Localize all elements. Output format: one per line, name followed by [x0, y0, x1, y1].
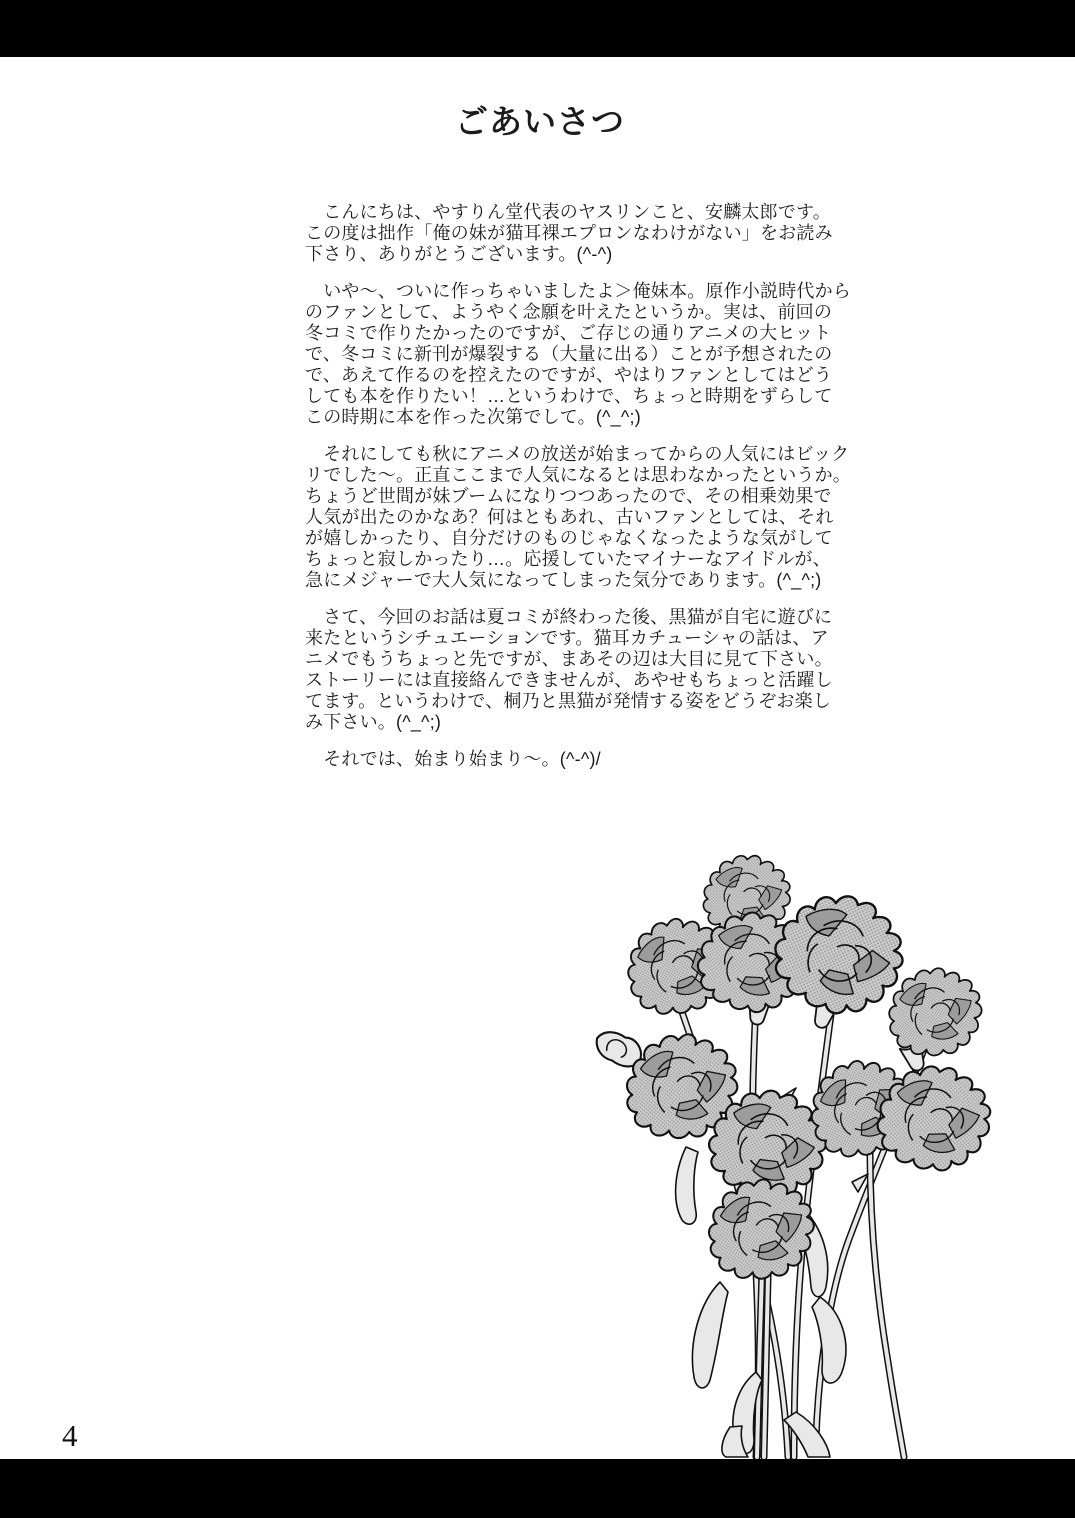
- text-line: この度は拙作「俺の妹が猫耳裸エプロンなわけがない」をお読み: [305, 223, 833, 243]
- text-line: ニメでもうちょっと先ですが、まあその辺は大目に見て下さい。: [305, 649, 833, 669]
- text-line: 来たというシチュエーションです。猫耳カチューシャの話は、ア: [305, 628, 829, 648]
- page-title: ごあいさつ: [455, 103, 625, 140]
- paragraph: [305, 749, 805, 770]
- text-line: こんにちは、やすりん堂代表のヤスリンこと、安麟太郎です。: [305, 202, 831, 222]
- carnation-blooms: [617, 856, 995, 1287]
- paragraph: [305, 607, 833, 733]
- scan-border-bottom: [0, 1459, 1075, 1518]
- page-number: 4: [62, 1418, 78, 1453]
- greeting-text-block: [305, 202, 851, 786]
- scan-border-top: [0, 0, 1075, 57]
- carnation-bouquet-lineart-icon: [570, 852, 1010, 1459]
- text-line: ストーリーには直接絡んできませんが、あやせもちょっと活躍し: [305, 670, 833, 690]
- text-line: で、冬コミに新刊が爆裂する（大量に出る）ことが予想されたの: [305, 344, 833, 364]
- text-line: 冬コミで作りたかったのですが、ご存じの通りアニメの大ヒット: [305, 323, 832, 343]
- text-line: み下さい。(^_^;): [305, 712, 442, 732]
- carnation-illustration: [570, 852, 1010, 1459]
- text-line: それでは、始まり始まり〜。(^-^)/: [305, 749, 601, 769]
- text-line: 下さり、ありがとうございます。(^-^): [305, 244, 613, 264]
- text-line: それにしても秋にアニメの放送が始まってからの人気にはビック: [305, 444, 850, 464]
- text-line: で、あえて作るのを控えたのですが、やはりファンとしてはどう: [305, 365, 833, 385]
- text-line: 急にメジャーで大人気になってしまった気分であります。(^_^;): [305, 570, 822, 590]
- paragraph: [305, 281, 851, 428]
- text-line: この時期に本を作った次第でして。(^_^;): [305, 407, 641, 427]
- text-line: ちょっと寂しかったり…。応援していたマイナーなアイドルが、: [305, 549, 831, 569]
- text-line: ちょうど世間が妹ブームになりつつあったので、その相乗効果で: [305, 486, 832, 506]
- text-line: さて、今回のお話は夏コミが終わった後、黒猫が自宅に遊びに: [305, 607, 833, 627]
- text-line: しても本を作りたい！…というわけで、ちょっと時期をずらして: [305, 386, 833, 406]
- text-line: 人気が出たのかなあ？何はともあれ、古いファンとしては、それ: [305, 507, 834, 527]
- text-line: てます。というわけで、桐乃と黒猫が発情する姿をどうぞお楽し: [305, 691, 831, 711]
- text-line: のファンとして、ようやく念願を叶えたというか。実は、前回の: [305, 302, 833, 322]
- paragraph: [305, 444, 851, 591]
- text-line: が嬉しかったり、自分だけのものじゃなくなったような気がして: [305, 528, 833, 548]
- paragraph: [305, 202, 833, 265]
- text-line: リでした〜。正直ここまで人気になるとは思わなかったというか。: [305, 465, 851, 485]
- text-line: いや〜、ついに作っちゃいましたよ＞俺妹本。原作小説時代から: [305, 281, 851, 301]
